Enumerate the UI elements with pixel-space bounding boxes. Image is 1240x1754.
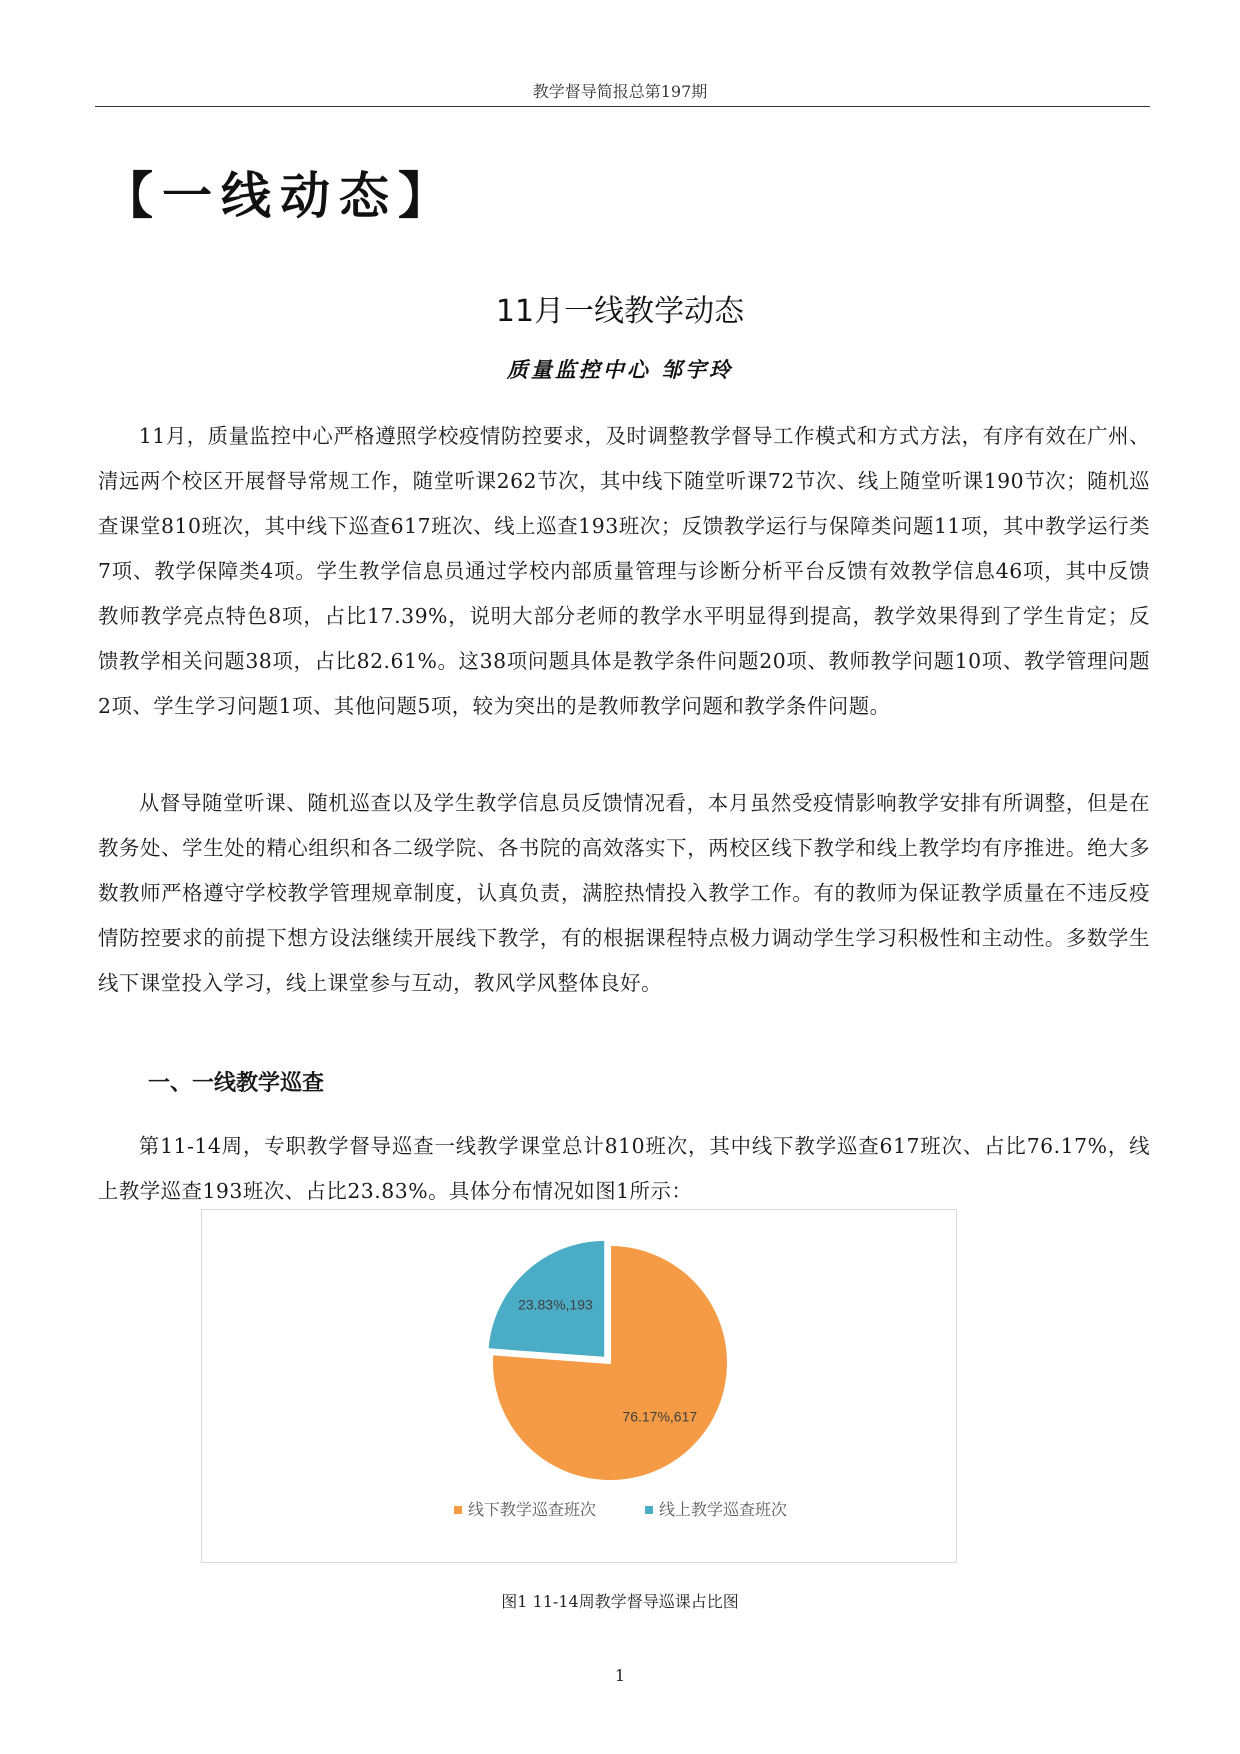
legend-swatch-offline [454, 1506, 462, 1514]
section-heading: 【一线动态】 [103, 167, 457, 225]
article-byline: 质量监控中心 邹宇玲 [506, 357, 734, 382]
paragraph-overview: 从督导随堂听课、随机巡查以及学生教学信息员反馈情况看，本月虽然受疫情影响教学安排有所调整，但是在教务处、学生处的精心组织和各二级学院、各书院的高效落实下，两校区线下教学和线上教学均有序推进。绝大多数教师严格遵守学校教学管理规章制度，认真负责，满腔热情投入教学工作。有的教师为保证教学质量在不违反疫情防控要求的前提下想方设法继续开展线下教学，有的根据课程特点极力调动学生学习积极性和主动性。多数学生线下课堂投入学习，线上课堂参与互动，教风学风整体良好。 [98, 791, 1150, 995]
figure-caption: 图1 11-14周教学督导巡课占比图 [501, 1592, 739, 1611]
pie-chart-frame [201, 1209, 957, 1563]
paragraph-summary: 11月，质量监控中心严格遵照学校疫情防控要求，及时调整教学督导工作模式和方式方法，有序有效在广州、清远两个校区开展督导常规工作，随堂听课262节次，其中线下随堂听课72节次、线上随堂听课190节次；随机巡查课堂810班次，其中线下巡查617班次、线上巡查193班次；反馈教学运行与保障类问题11项，其中教学运行类7项、教学保障类4项。学生教学信息员通过学校内部质量管理与诊断分析平台反馈有效教学信息46项，其中反馈教师教学亮点特色8项，占比17.39%，说明大部分老师的教学水平明显得到提高，教学效果得到了学生肯定；反馈教学相关问题38项，占比82.61%。这38项问题具体是教学条件问题20项、教师教学问题10项、教学管理问题2项、学生学习问题1项、其他问题5项，较为突出的是教师教学问题和教学条件问题。 [98, 424, 1150, 718]
subheading-inspection: 一、一线教学巡查 [148, 1071, 325, 1096]
page-number: 1 [614, 1666, 626, 1685]
data-label-offline: 76.17%,617 [622, 1408, 698, 1425]
header-rule [95, 106, 1150, 107]
pie-chart [202, 1210, 958, 1564]
legend-swatch-online [645, 1506, 653, 1514]
paragraph-inspection: 第11-14周，专职教学督导巡查一线教学课堂总计810班次，其中线下教学巡查617班次、占比76.17%，线上教学巡查193班次、占比23.83%。具体分布情况如图1所示： [98, 1134, 1150, 1203]
legend-label-online: 线上教学巡查班次 [659, 1500, 788, 1519]
running-header: 教学督导简报总第197期 [532, 82, 708, 101]
legend-label-offline: 线下教学巡查班次 [468, 1500, 597, 1519]
data-label-online: 23.83%,193 [518, 1296, 593, 1313]
article-title: 11月一线教学动态 [495, 294, 745, 329]
